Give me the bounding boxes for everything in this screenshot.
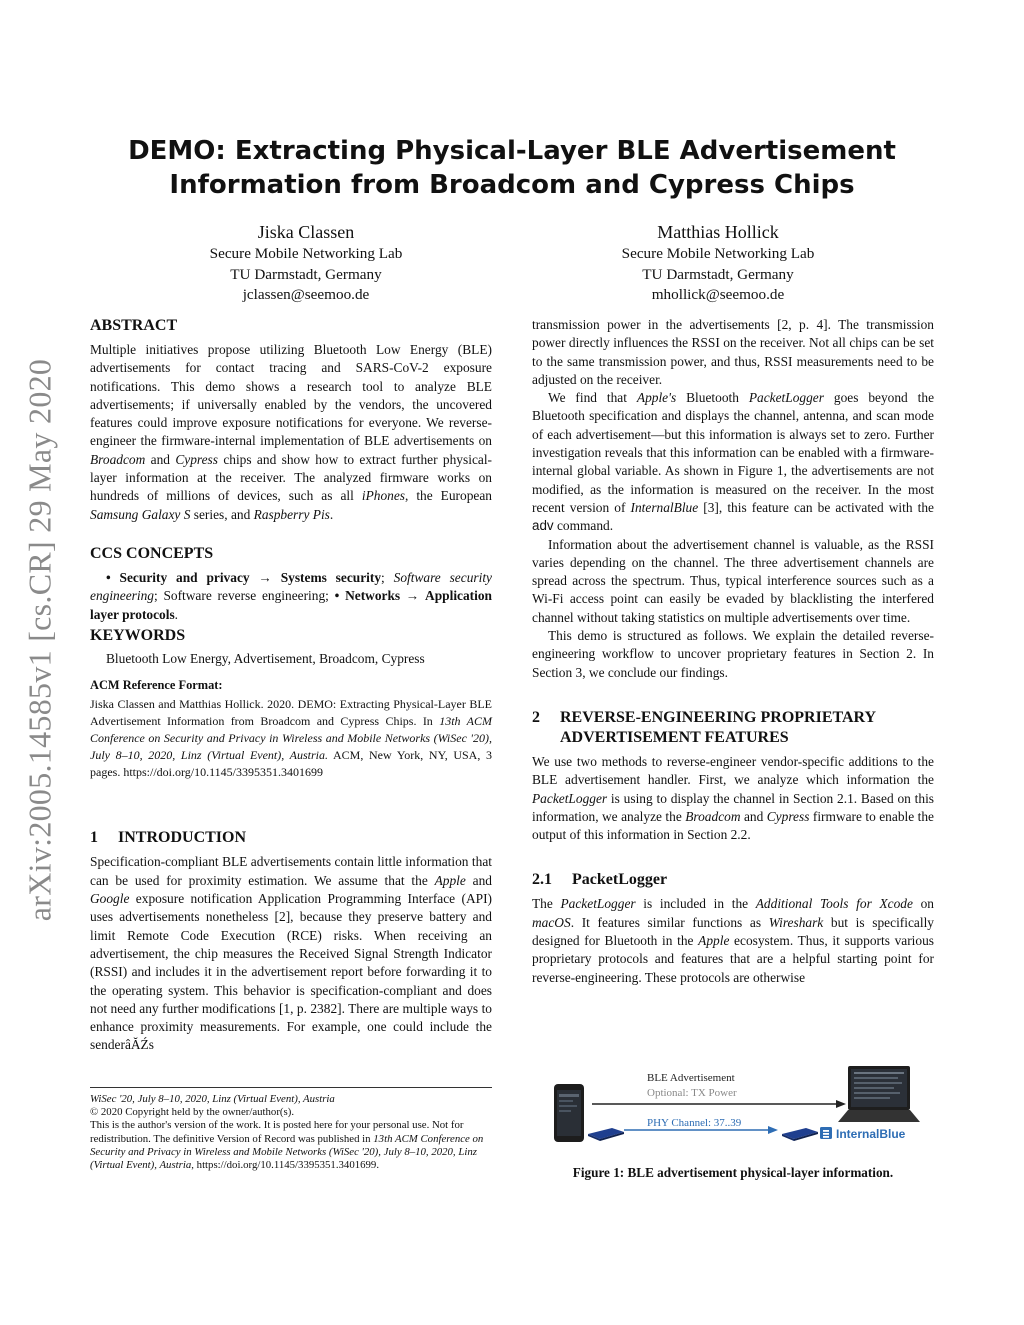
smartphone-icon — [554, 1084, 584, 1142]
author-email[interactable]: jclassen@seemoo.de — [242, 286, 370, 303]
paragraph: Information about the advertisement channel is valuable, as the RSSI varies depending on the channel. The three advertisement channels are spread across the spectrum. Thus, typical interference sources such as a Wi-Fi access point can easily be evaded by blacklisting the interfered channel without taking statistics on multiple advertisements over time. — [532, 536, 934, 625]
right-column — [532, 316, 934, 987]
label-ble-advertisement: BLE Advertisement — [647, 1072, 735, 1084]
author-block — [146, 221, 466, 306]
paragraph: We find that Apple's Bluetooth PacketLogger goes beyond the Bluetooth specification and displays the channel, antenna, and scan mode of each advertisement—but this information is always set to zero. Further investigation reveals that this information can be enabled with a firmware-internal global variable. As shown in Figure 1, the advertisements are not modified, as the information is measured on the receiver. In the most recent version of InternalBlue [3], this feature can be activated with the adv command. — [532, 390, 935, 534]
label-phy-channel: PHY Channel: 37..39 — [647, 1117, 742, 1129]
paragraph: transmission power in the advertisements [2, p. 4]. The transmission power directly influences the RSSI on the receiver. Not all chips can be set to the same transmission power, and thus, RSSI measurements need to be adjusted on the receiver. — [532, 317, 934, 387]
abstract-heading: ABSTRACT — [90, 317, 178, 334]
title-line-2: Information from Broadcom and Cypress Chips — [169, 170, 855, 200]
footnote-notice: This is the author's version of the work. It is posted here for your personal use. Not for redistribution. The definitive Version of Record was published in 13th ACM Conference on Security and Privacy in Wireless and Mobile Networks (WiSec '20), July 8–10, 2020, Linz (Virtual Event), Austria, https://doi.org/10.1145/3395351.3401699. — [90, 1119, 484, 1172]
keywords-text: Bluetooth Low Energy, Advertisement, Broadcom, Cypress — [106, 650, 425, 666]
paper-title — [90, 134, 934, 202]
ccs-concepts: • Security and privacy → Systems security; Software security engineering; Software reverse engineering; • Networks → Application layer protocols. — [90, 569, 492, 622]
ccs-heading: CCS CONCEPTS — [90, 544, 214, 562]
keywords-heading: KEYWORDS — [90, 626, 186, 644]
author-block — [558, 221, 878, 306]
author-name: Matthias Hollick — [657, 222, 779, 242]
bluetooth-chip-icon — [782, 1128, 818, 1141]
internalblue-logo-icon — [820, 1127, 832, 1139]
figure-caption: Figure 1: BLE advertisement physical-layer information. — [572, 1165, 894, 1180]
bluetooth-chip-icon — [588, 1128, 624, 1141]
footnote — [90, 1093, 492, 1172]
internalblue-brand: InternalBlue — [836, 1127, 906, 1141]
intro-text: Specification-compliant BLE advertisements contain little information that can be used for proximity estimation. We assume that the Apple and Google exposure notification Application Programming Interface (API) uses advertisements nonetheless [2], because they preserve battery and limit Remote Code Execution (RCE) risks. When receiving an advertisement, the chip measures the Received Signal Strength Indicator (RSSI) and includes it in the advertisement report before forwarding it to the operating system. This behavior is specification-compliant and does not need any further modifications [1, p. 2382]. There are multiple ways to enhance proximity measurements. For example, one could include the senderâĂŹs — [90, 854, 492, 1053]
footnote-copyright: © 2020 Copyright held by the owner/author(s). — [90, 1106, 295, 1119]
footnote-rule — [90, 1087, 492, 1088]
footnote-venue: WiSec '20, July 8–10, 2020, Linz (Virtual Event), Austria — [90, 1093, 335, 1105]
section21-heading: 2.1 PacketLogger — [532, 871, 668, 889]
section21-text: The PacketLogger is included in the Additional Tools for Xcode on macOS. It features similar functions as Wireshark but is specifically designed for Bluetooth in the Apple ecosystem. Thus, it supports various proprietary protocols and features that are a helpful starting point for reverse-engineering. These protocols are otherwise — [532, 896, 934, 985]
acm-ref-heading: ACM Reference Format: — [90, 678, 223, 693]
title-line-1: DEMO: Extracting Physical-Layer BLE Advertisement — [128, 136, 896, 166]
author-affiliation: Secure Mobile Networking Lab — [621, 245, 815, 262]
arxiv-id: arXiv:2005.14585v1 [cs.CR] 29 May 2020 — [21, 358, 58, 922]
abstract-text: Multiple initiatives propose utilizing Bluetooth Low Energy (BLE) advertisements for contact tracing and SARS-CoV-2 exposure notifications. This demo shows a research tool to analyze BLE advertisements; if universally enabled by the vendors, the uncovered features could improve exposure notifications for everyone. We reverse-engineer the firmware-internal implementation of BLE advertisements on Broadcom and Cypress chips and show how to extract further physical-layer information at the receiver. The analyzed firmware works on hundreds of millions of devices, such as all iPhones, the European Samsung Galaxy S series, and Raspberry Pis. — [90, 342, 493, 522]
figure-diagram — [532, 1060, 934, 1155]
laptop-icon — [838, 1066, 920, 1122]
figure-1 — [532, 1060, 934, 1155]
left-column — [90, 316, 492, 1055]
author-location: TU Darmstadt, Germany — [642, 265, 794, 283]
section2-heading: 2 REVERSE-ENGINEERING PROPRIETARY ADVERTISEMENT FEATURES — [532, 708, 877, 746]
author-email[interactable]: mhollick@seemoo.de — [651, 286, 785, 303]
section2-text: We use two methods to reverse-engineer vendor-specific additions to the BLE advertisement handler. First, we analyze which information the PacketLogger is using to display the channel in Section 2.1. Based on this information, we analyze the Broadcom and Cypress firmware to enable the output of this information in Section 2.2. — [532, 753, 934, 843]
label-tx-power: Optional: TX Power — [647, 1087, 737, 1099]
author-location: TU Darmstadt, Germany — [230, 265, 382, 283]
paragraph: This demo is structured as follows. We explain the detailed reverse-engineering workflow to uncover proprietary features in Section 2. In Section 3, we conclude our findings. — [532, 628, 934, 680]
author-affiliation: Secure Mobile Networking Lab — [209, 245, 403, 262]
author-name: Jiska Classen — [257, 222, 355, 242]
acm-ref-text: Jiska Classen and Matthias Hollick. 2020. DEMO: Extracting Physical-Layer BLE Advertisement Information from Broadcom and Cypress Chips. In 13th ACM Conference on Security and Privacy in Wireless and Mobile Networks (WiSec '20), July 8–10, 2020, Linz (Virtual Event), Austria. ACM, New York, NY, USA, 3 pages. https://doi.org/10.1145/3395351.3401699 — [90, 697, 492, 779]
intro-heading: 1 INTRODUCTION — [90, 829, 247, 847]
